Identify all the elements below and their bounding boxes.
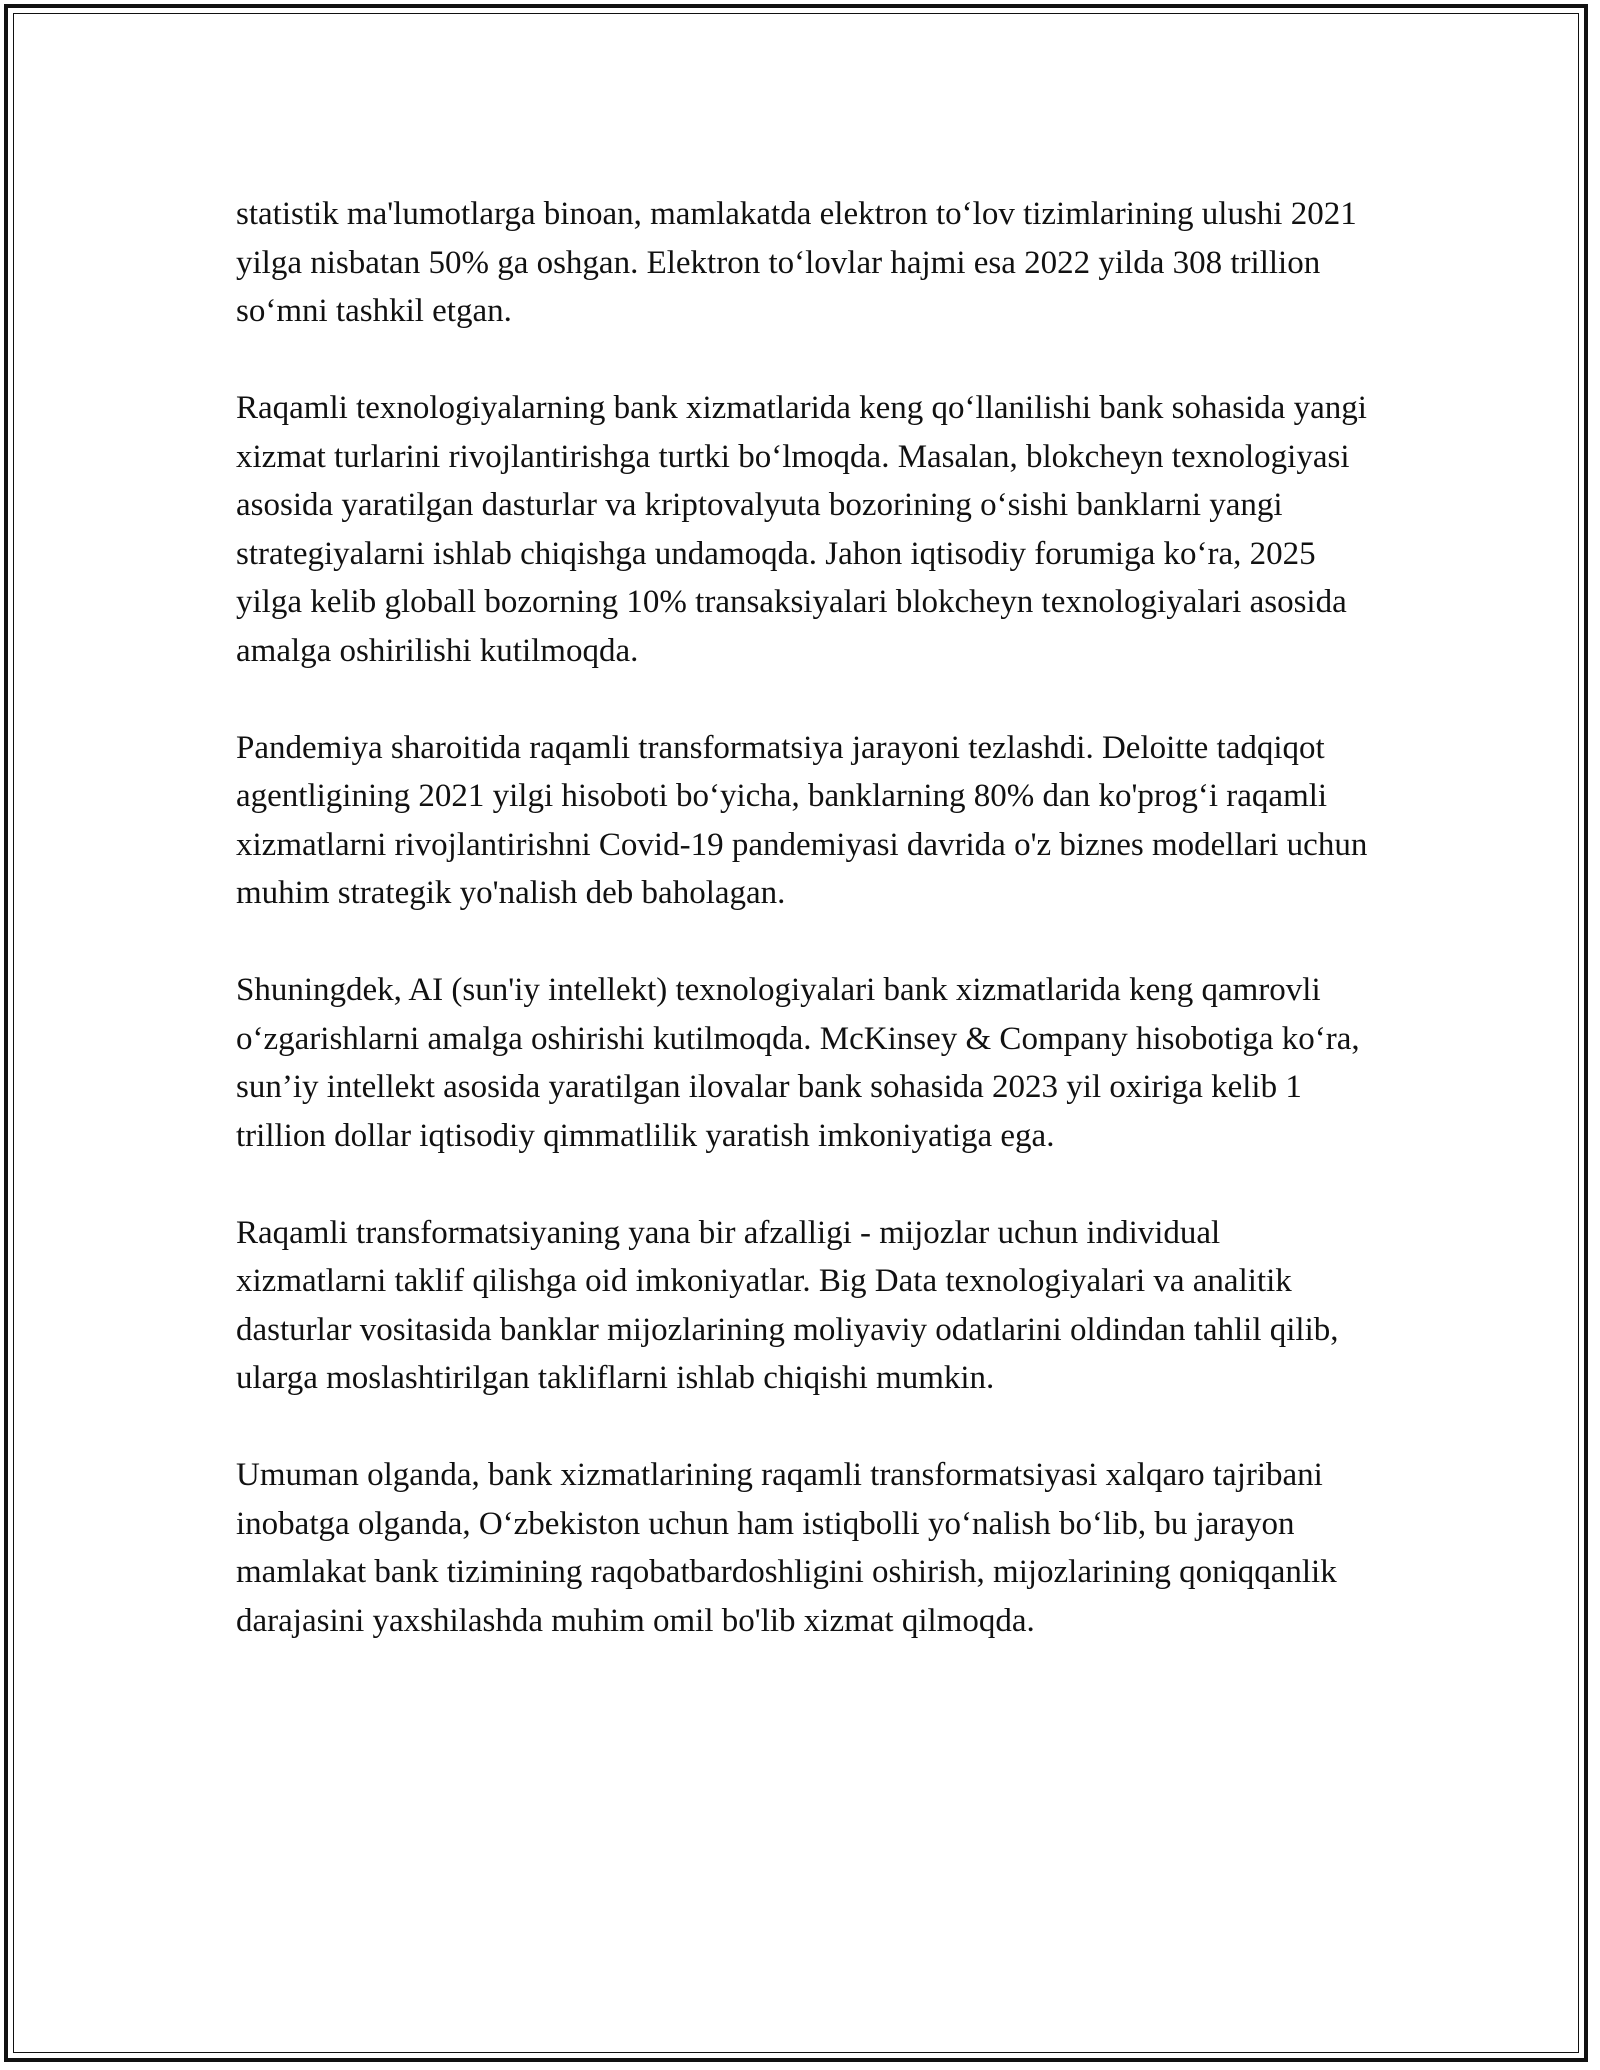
- paragraph-pandemic: Pandemiya sharoitida raqamli transformatsiya jarayoni tezlashdi. Deloitte tadqiqot agentligining 2021 yilgi hisoboti bo‘yicha, banklarning 80% dan ko'prog‘i raqamli xizmatlarni rivojlantirishni Covid-19 pandemiyasi davrida o'z biznes modellari uchun muhim strategik yo'nalish deb baholagan.: [236, 729, 1368, 911]
- paragraph-statistics: statistik ma'lumotlarga binoan, mamlakatda elektron to‘lov tizimlarining ulushi 2021 yilga nisbatan 50% ga oshgan. Elektron to‘lovlar hajmi esa 2022 yilda 308 trillion so‘mni tashkil etgan.: [236, 196, 1357, 329]
- paragraph-blockchain: Raqamli texnologiyalarning bank xizmatlarida keng qo‘llanilishi bank sohasida yangi xizmat turlarini rivojlantirishga turtki bo‘lmoqda. Masalan, blokcheyn texnologiyasi asosida yaratilgan dasturlar va kriptovalyuta bozorining o‘sishi banklarni yangi strategiyalarni ishlab chiqishga undamoqda. Jahon iqtisodiy forumiga ko‘ra, 2025 yilga kelib globall bozorning 10% transaksiyalari blokcheyn texnologiyalari asosida amalga oshirilishi kutilmoqda.: [236, 390, 1367, 669]
- paragraph-conclusion: Umuman olganda, bank xizmatlarining raqamli transformatsiyasi xalqaro tajribani inobatga olganda, O‘zbekiston uchun ham istiqbolli yo‘nalish bo‘lib, bu jarayon mamlakat bank tizimining raqobatbardoshligini oshirish, mijozlarining qoniqqanlik darajasini yaxshilashda muhim omil bo'lib xizmat qilmoqda.: [236, 1457, 1337, 1639]
- paragraph-ai: Shuningdek, AI (sun'iy intellekt) texnologiyalari bank xizmatlarida keng qamrovli o‘zgarishlarni amalga oshirishi kutilmoqda. McKinsey & Company hisobotiga ko‘ra, sun’iy intellekt asosida yaratilgan ilovalar bank sohasida 2023 yil oxiriga kelib 1 trillion dollar iqtisodiy qimmatlilik yaratish imkoniyatiga ega.: [236, 972, 1360, 1154]
- document-body: [236, 190, 1376, 1645]
- paragraph-big-data: Raqamli transformatsiyaning yana bir afzalligi - mijozlar uchun individual xizmatlarni taklif qilishga oid imkoniyatlar. Big Data texnologiyalari va analitik dasturlar vositasida banklar mijozlarining moliyaviy odatlarini oldindan tahlil qilib, ularga moslashtirilgan takliflarni ishlab chiqishi mumkin.: [236, 1214, 1339, 1396]
